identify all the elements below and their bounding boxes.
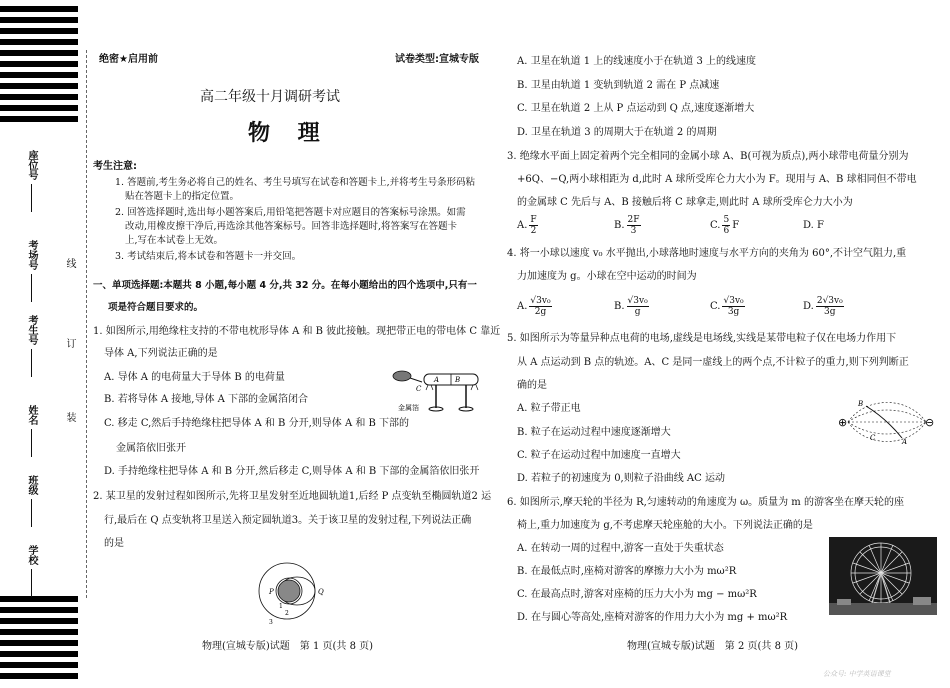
q1-option-b: B. 若将导体 A 接地,导体 A 下部的金属箔闭合 xyxy=(104,394,309,405)
point-p-label: P xyxy=(269,588,274,596)
fig-label-foil: 金属箔 xyxy=(398,404,419,412)
candidate-number-field: 考生号 xyxy=(24,315,39,377)
exam-room-field: 考场号 xyxy=(24,240,39,302)
q3-stem-cont: +6Q、−Q,两小球相距为 d,此时 A 球所受库仑力大小为 F。现用与 A、B 球相同但不带电 xyxy=(517,174,917,185)
q4-option-a: A. $\frac{\text{√3v₀}}{2g}$ xyxy=(517,296,551,317)
q6-option-d: D. 在与圆心等高处,座椅对游客的作用力大小为 mg + mω²R xyxy=(517,612,788,623)
q2-stem: 2. 某卫星的发射过程如图所示,先将卫星发射至近地圆轨道1,后经 P 点变轨至椭圆轨道2 运 xyxy=(93,491,492,502)
q2-stem-cont: 行,最后在 Q 点变轨将卫星送入预定圆轨道3。关于该卫星的发射过程,下列说法正确 xyxy=(104,515,472,526)
q4-option-c: C. $\frac{\text{√3v₀}}{3g}$ xyxy=(710,296,744,317)
q2-stem-cont2: 的是 xyxy=(104,538,124,549)
q1-option-c: C. 移走 C,然后手持绝缘柱把导体 A 和 B 分开,则导体 A 和 B 下部的 xyxy=(104,418,410,429)
q4-d-denominator: 3g xyxy=(824,307,836,317)
binding-cut-line xyxy=(86,50,88,598)
fig-label-c: C xyxy=(416,385,422,393)
q4-b-denominator: g xyxy=(634,307,641,317)
q4-option-b: B. $\frac{\text{√3v₀}}{g}$ xyxy=(614,296,648,317)
binding-stripes-bottom xyxy=(0,596,78,684)
q3-c-numerator: 5 xyxy=(723,215,730,225)
q3-stem-cont2: 的金属球 C 先后与 A、B 接触后将 C 球拿走,则此时 A 球所受库仑力大小为 xyxy=(517,197,853,208)
q3-option-a: A. $\frac{F}{2}$ xyxy=(517,215,537,236)
q4-a-numerator: √3v₀ xyxy=(530,296,551,306)
q1-stem-cont: 导体 A,下列说法正确的是 xyxy=(104,348,218,359)
q1-stem: 1. 如图所示,用绝缘柱支持的不带电枕形导体 A 和 B 彼此接触。现把带正电的带电体 C 靠近 xyxy=(93,326,501,337)
school-field: 学校 xyxy=(24,545,39,597)
q5-stem-cont: 从 A 点运动到 B 点的轨迹。A、C 是同一虚线上的两个点,不计粒子的重力,则下列判断正 xyxy=(517,357,909,368)
orbit-1-label: 1 xyxy=(279,603,283,610)
exam-title: 高二年级十月调研考试 xyxy=(200,89,340,105)
orbit-3-label: 3 xyxy=(269,619,273,626)
footer-right: 物理(宣城专版)试题 第 2 页(共 8 页) xyxy=(627,641,799,652)
q2-option-c: C. 卫星在轨道 2 上从 P 点运动到 Q 点,速度逐渐增大 xyxy=(517,103,755,114)
binding-line-label: 线 xyxy=(64,258,75,268)
ferris-wheel-photo xyxy=(829,537,937,615)
q5-field-diagram xyxy=(836,398,938,446)
q4-c-numerator: √3v₀ xyxy=(723,296,744,306)
watermark: 公众号: 中学英语课堂 xyxy=(823,670,891,678)
q3-option-b: B. $\frac{2F}{3}$ xyxy=(614,215,640,236)
q2-option-b: B. 卫星由轨道 1 变轨到轨道 2 需在 P 点减速 xyxy=(517,80,720,91)
q5-stem-cont2: 确的是 xyxy=(517,380,547,391)
q5-option-a: A. 粒子带正电 xyxy=(517,403,581,414)
charged-body-c xyxy=(393,371,422,382)
name-field: 姓名 xyxy=(24,405,39,457)
notice-item-2b: 改动,用橡皮擦干净后,再选涂其他答案标号。回答非选择题时,将答案写在答题卡 xyxy=(125,221,458,232)
q2-option-a: A. 卫星在轨道 1 上的线速度小于在轨道 3 上的线速度 xyxy=(517,56,757,67)
q4-d-numerator: 2√3v₀ xyxy=(816,296,843,306)
q3-option-d: D. F xyxy=(803,220,824,231)
binding-bind-label: 装 xyxy=(64,412,75,422)
q3-b-numerator: 2F xyxy=(627,215,640,225)
q6-option-a: A. 在转动一周的过程中,游客一直处于失重状态 xyxy=(517,543,724,554)
q1-option-c-cont: 金属箔依旧张开 xyxy=(116,443,186,454)
q4-c-denominator: 3g xyxy=(727,307,740,317)
q6-option-c: C. 在最高点时,游客对座椅的压力大小为 mg − mω²R xyxy=(517,589,757,600)
negative-charge: ⊖ xyxy=(925,416,935,429)
notice-title: 考生注意: xyxy=(93,161,137,172)
orbit-2-label: 2 xyxy=(285,610,289,617)
metal-foil-b xyxy=(471,385,478,390)
paper-type-label: 试卷类型:宣城专版 xyxy=(395,54,479,65)
binding-stripes-top xyxy=(0,6,78,127)
q3-b-denominator: 3 xyxy=(630,226,637,236)
notice-item-3: 3. 考试结束后,将本试卷和答题卡一并交回。 xyxy=(115,251,302,262)
section1-heading: 一、单项选择题:本题共 8 小题,每小题 4 分,共 32 分。在每小题给出的四个选项中,只有一 xyxy=(93,280,477,291)
q4-stem-cont: 力加速度为 g。小球在空中运动的时间为 xyxy=(517,271,697,282)
q1-option-a: A. 导体 A 的电荷量大于导体 B 的电荷量 xyxy=(104,372,285,383)
positive-charge: ⊕ xyxy=(838,416,848,429)
q5-stem: 5. 如图所示为等量异种点电荷的电场,虚线是电场线,实线是某带电粒子仅在电场力作用下 xyxy=(507,333,897,344)
q2-option-d: D. 卫星在轨道 3 的周期大于在轨道 2 的周期 xyxy=(517,127,717,138)
point-a-label: A xyxy=(902,438,908,446)
q6-stem-cont: 椅上,重力加速度为 g,不考虑摩天轮座舱的大小。下列说法正确的是 xyxy=(517,520,813,531)
point-c-label: C xyxy=(870,434,876,442)
q2-orbit-diagram xyxy=(255,560,325,626)
fig-label-b: B xyxy=(455,376,461,384)
q5-option-d: D. 若粒子的初速度为 0,则粒子沿曲线 AC 运动 xyxy=(517,473,725,484)
q4-a-denominator: 2g xyxy=(534,307,547,317)
q3-a-denominator: 2 xyxy=(530,226,537,236)
point-b-label: B xyxy=(858,400,864,408)
confidential-label: 绝密★启用前 xyxy=(99,54,158,65)
earth xyxy=(278,580,300,602)
q3-stem: 3. 绝缘水平面上固定着两个完全相同的金属小球 A、B(可视为质点),两小球带电荷量分别为 xyxy=(507,151,909,162)
q3-option-c: C. $\frac{5}{6}$ F xyxy=(710,215,740,236)
metal-foil-a xyxy=(426,385,433,390)
q4-option-d: D. $\frac{\text{2√3v₀}}{3g}$ xyxy=(803,296,843,317)
notice-item-2a: 2. 回答选择题时,选出每小题答案后,用铅笔把答题卡对应题目的答案标号涂黑。如需 xyxy=(115,207,466,218)
notice-item-2c: 上,写在本试卷上无效。 xyxy=(125,235,224,246)
footer-left: 物理(宣城专版)试题 第 1 页(共 8 页) xyxy=(202,641,374,652)
q1-conductor-diagram xyxy=(388,364,488,416)
seat-number-field: 座位号 xyxy=(24,150,39,212)
notice-item-1b: 贴在答题卡上的指定位置。 xyxy=(125,191,240,202)
q1-option-d: D. 手持绝缘柱把导体 A 和 B 分开,然后移走 C,则导体 A 和 B 下部的金属箔依旧张开 xyxy=(104,466,480,477)
q3-c-denominator: 6 xyxy=(723,226,730,236)
class-field: 班级 xyxy=(24,475,39,527)
q3-a-numerator: F xyxy=(530,215,537,225)
q4-b-numerator: √3v₀ xyxy=(627,296,648,306)
notice-item-1a: 1. 答题前,考生务必将自己的姓名、考生号填写在试卷和答题卡上,并将考生号条形码粘 xyxy=(115,177,476,188)
section1-heading-cont: 项是符合题目要求的。 xyxy=(108,302,204,313)
q6-stem: 6. 如图所示,摩天轮的半径为 R,匀速转动的角速度为 ω。质量为 m 的游客坐在摩天轮的座 xyxy=(507,497,904,508)
point-q-label: Q xyxy=(318,588,324,596)
q6-option-b: B. 在最低点时,座椅对游客的摩擦力大小为 mω²R xyxy=(517,566,737,577)
q5-option-c: C. 粒子在运动过程中加速度一直增大 xyxy=(517,450,681,461)
binding-order-label: 订 xyxy=(64,338,75,348)
fig-label-a: A xyxy=(434,376,440,384)
subject-title: 物 理 xyxy=(248,120,330,146)
q4-stem: 4. 将一小球以速度 v₀ 水平抛出,小球落地时速度与水平方向的夹角为 60°,不计空气阻力,重 xyxy=(507,248,907,259)
q5-option-b: B. 粒子在运动过程中速度逐渐增大 xyxy=(517,427,671,438)
